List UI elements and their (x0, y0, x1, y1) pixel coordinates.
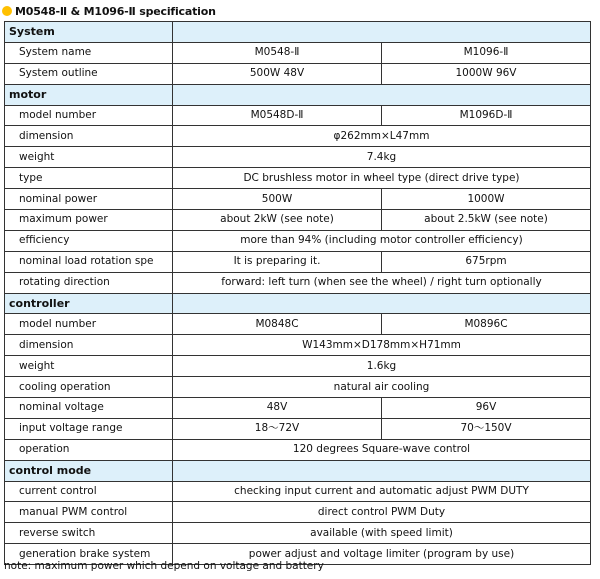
section-header-row (5, 84, 591, 105)
spec-row (5, 168, 591, 189)
spec-value-shared: power adjust and voltage limiter (program by use) (173, 544, 591, 565)
spec-row (5, 481, 591, 502)
spec-value-shared: checking input current and automatic adjust PWM DUTY (173, 481, 591, 502)
section-header-label: control mode (5, 460, 173, 481)
spec-table (4, 21, 591, 565)
spec-label: generation brake system (5, 544, 173, 565)
spec-row (5, 105, 591, 126)
spec-value-shared: forward: left turn (when see the wheel) / right turn optionally (173, 272, 591, 293)
section-header-fill (173, 293, 591, 314)
footnote: note: maximum power which depend on voltage and battery (4, 560, 324, 572)
section-header-row (5, 293, 591, 314)
spec-label: weight (5, 356, 173, 377)
spec-label: model number (5, 314, 173, 335)
spec-label: type (5, 168, 173, 189)
spec-row (5, 189, 591, 210)
section-header-label: motor (5, 84, 173, 105)
spec-value-shared: direct control PWM Duty (173, 502, 591, 523)
spec-row (5, 63, 591, 84)
spec-value-m0548: 18～72V (173, 418, 382, 439)
spec-label: nominal voltage (5, 398, 173, 419)
spec-label: manual PWM control (5, 502, 173, 523)
section-header-fill (173, 22, 591, 43)
spec-row (5, 356, 591, 377)
spec-value-m1096: about 2.5kW (see note) (382, 210, 591, 231)
spec-row (5, 126, 591, 147)
spec-label: input voltage range (5, 418, 173, 439)
section-header-fill (173, 460, 591, 481)
spec-label: efficiency (5, 230, 173, 251)
spec-value-shared: 7.4kg (173, 147, 591, 168)
spec-label: dimension (5, 126, 173, 147)
spec-value-shared: natural air cooling (173, 377, 591, 398)
section-header-row (5, 460, 591, 481)
spec-value-m0548: It is preparing it. (173, 251, 382, 272)
spec-label: model number (5, 105, 173, 126)
spec-row (5, 230, 591, 251)
spec-row (5, 272, 591, 293)
bullet-dot-icon (2, 6, 12, 16)
spec-value-m0548: about 2kW (see note) (173, 210, 382, 231)
spec-row (5, 335, 591, 356)
spec-value-m0548: M0848C (173, 314, 382, 335)
spec-value-m1096: 96V (382, 398, 591, 419)
spec-row (5, 502, 591, 523)
spec-label: operation (5, 439, 173, 460)
spec-label: rotating direction (5, 272, 173, 293)
spec-value-m0548: 500W (173, 189, 382, 210)
spec-row (5, 210, 591, 231)
spec-label: maximum power (5, 210, 173, 231)
spec-row (5, 418, 591, 439)
spec-title-text: M0548-Ⅱ & M1096-Ⅱ specification (15, 4, 216, 18)
section-header-label: controller (5, 293, 173, 314)
spec-label: dimension (5, 335, 173, 356)
spec-value-m1096: 70～150V (382, 418, 591, 439)
spec-label: nominal load rotation spe (5, 251, 173, 272)
spec-value-shared: W143mm×D178mm×H71mm (173, 335, 591, 356)
spec-label: System name (5, 42, 173, 63)
spec-value-shared: more than 94% (including motor controller efficiency) (173, 230, 591, 251)
spec-label: cooling operation (5, 377, 173, 398)
spec-row (5, 314, 591, 335)
spec-value-shared: DC brushless motor in wheel type (direct drive type) (173, 168, 591, 189)
spec-value-m0548: M0548-Ⅱ (173, 42, 382, 63)
spec-row (5, 377, 591, 398)
spec-value-m1096: M0896C (382, 314, 591, 335)
spec-row (5, 523, 591, 544)
spec-value-m1096: M1096D-Ⅱ (382, 105, 591, 126)
spec-value-m0548: 48V (173, 398, 382, 419)
spec-row (5, 42, 591, 63)
spec-value-m0548: M0548D-Ⅱ (173, 105, 382, 126)
section-header-row (5, 22, 591, 43)
spec-value-shared: φ262mm×L47mm (173, 126, 591, 147)
spec-value-m1096: M1096-Ⅱ (382, 42, 591, 63)
spec-value-m0548: 500W 48V (173, 63, 382, 84)
spec-value-shared: available (with speed limit) (173, 523, 591, 544)
spec-label: System outline (5, 63, 173, 84)
spec-label: reverse switch (5, 523, 173, 544)
spec-value-shared: 1.6kg (173, 356, 591, 377)
spec-row (5, 398, 591, 419)
spec-label: nominal power (5, 189, 173, 210)
section-header-label: System (5, 22, 173, 43)
spec-value-m1096: 1000W 96V (382, 63, 591, 84)
spec-row (5, 147, 591, 168)
spec-value-m1096: 1000W (382, 189, 591, 210)
spec-row (5, 439, 591, 460)
spec-value-shared: 120 degrees Square-wave control (173, 439, 591, 460)
section-header-fill (173, 84, 591, 105)
spec-row (5, 251, 591, 272)
spec-label: weight (5, 147, 173, 168)
spec-value-m1096: 675rpm (382, 251, 591, 272)
spec-label: current control (5, 481, 173, 502)
spec-title (2, 3, 216, 19)
